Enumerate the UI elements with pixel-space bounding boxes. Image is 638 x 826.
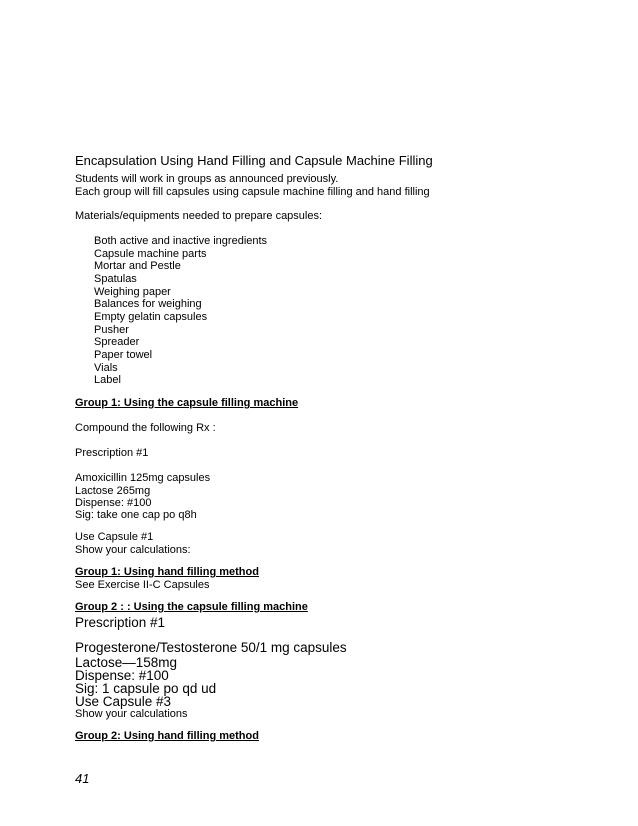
page-number: 41 — [75, 771, 90, 786]
list-item: Mortar and Pestle — [94, 260, 181, 272]
materials-heading: Materials/equipments needed to prepare capsules: — [75, 210, 323, 222]
rx-line: Dispense: #100 — [75, 497, 152, 509]
rx-line: Amoxicillin 125mg capsules — [75, 472, 211, 484]
show-calculations: Show your calculations: — [75, 544, 191, 556]
page-title: Encapsulation Using Hand Filling and Capsule Machine Filling — [75, 153, 433, 168]
rx-line: Lactose—158mg — [75, 655, 178, 670]
list-item: Pusher — [94, 324, 129, 336]
group1-machine-heading: Group 1: Using the capsule filling machine — [75, 397, 299, 409]
rx-line: Sig: take one cap po q8h — [75, 509, 197, 521]
list-item: Spreader — [94, 336, 140, 348]
intro-line: Each group will fill capsules using capsule machine filling and hand filling — [75, 186, 430, 198]
group2-hand-heading: Group 2: Using hand filling method — [75, 730, 259, 742]
list-item: Both active and inactive ingredients — [94, 235, 268, 247]
rx-line: Sig: 1 capsule po qd ud — [75, 681, 217, 696]
rx-line: Use Capsule #3 — [75, 694, 172, 709]
intro-line: Students will work in groups as announced previously. — [75, 173, 339, 185]
show-calculations: Show your calculations — [75, 708, 188, 720]
use-capsule: Use Capsule #1 — [75, 531, 154, 543]
rx-line: Lactose 265mg — [75, 485, 151, 497]
list-item: Balances for weighing — [94, 298, 202, 310]
list-item: Vials — [94, 362, 118, 374]
group1-hand-heading: Group 1: Using hand filling method — [75, 566, 259, 578]
list-item: Empty gelatin capsules — [94, 311, 208, 323]
list-item: Label — [94, 374, 121, 386]
prescription-label: Prescription #1 — [75, 615, 166, 630]
rx-drug: Progesterone/Testosterone 50/1 mg capsules — [75, 640, 347, 655]
prescription-label: Prescription #1 — [75, 447, 149, 459]
rx-line: Dispense: #100 — [75, 668, 169, 683]
group2-machine-heading: Group 2 : : Using the capsule filling machine — [75, 601, 308, 613]
list-item: Paper towel — [94, 349, 153, 361]
see-exercise: See Exercise II-C Capsules — [75, 579, 210, 591]
list-item: Spatulas — [94, 273, 137, 285]
compound-instruction: Compound the following Rx : — [75, 422, 216, 434]
list-item: Weighing paper — [94, 286, 171, 298]
list-item: Capsule machine parts — [94, 248, 207, 260]
